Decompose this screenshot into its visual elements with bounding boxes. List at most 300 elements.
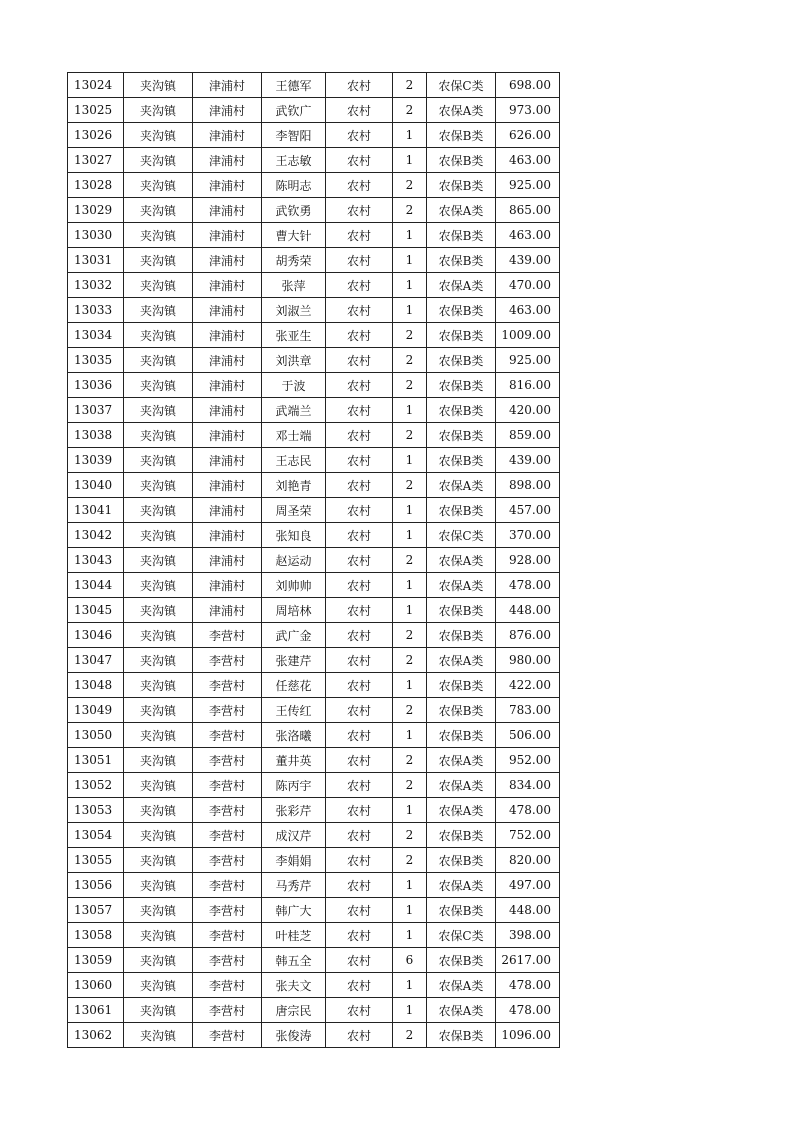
amount-cell: 1009.00: [496, 323, 560, 348]
household-type-cell: 农村: [326, 298, 393, 323]
name-cell: 曹大针: [262, 223, 326, 248]
name-cell: 马秀芹: [262, 873, 326, 898]
household-type-cell: 农村: [326, 523, 393, 548]
amount-cell: 463.00: [496, 298, 560, 323]
category-cell: 农保B类: [427, 448, 496, 473]
record-id-cell: 13042: [68, 523, 124, 548]
household-type-cell: 农村: [326, 648, 393, 673]
table-row: [68, 298, 560, 323]
name-cell: 张亚生: [262, 323, 326, 348]
name-cell: 任慈花: [262, 673, 326, 698]
town-cell: 夹沟镇: [124, 873, 193, 898]
table-row: [68, 123, 560, 148]
category-cell: 农保A类: [427, 573, 496, 598]
count-cell: 1: [393, 498, 427, 523]
record-id-cell: 13033: [68, 298, 124, 323]
town-cell: 夹沟镇: [124, 98, 193, 123]
count-cell: 1: [393, 398, 427, 423]
record-id-cell: 13030: [68, 223, 124, 248]
town-cell: 夹沟镇: [124, 1023, 193, 1048]
count-cell: 1: [393, 998, 427, 1023]
category-cell: 农保A类: [427, 548, 496, 573]
village-cell: 津浦村: [193, 448, 262, 473]
category-cell: 农保B类: [427, 298, 496, 323]
village-cell: 李营村: [193, 748, 262, 773]
household-type-cell: 农村: [326, 273, 393, 298]
village-cell: 李营村: [193, 623, 262, 648]
table-row: [68, 348, 560, 373]
town-cell: 夹沟镇: [124, 848, 193, 873]
count-cell: 1: [393, 123, 427, 148]
record-id-cell: 13034: [68, 323, 124, 348]
town-cell: 夹沟镇: [124, 973, 193, 998]
category-cell: 农保B类: [427, 323, 496, 348]
household-type-cell: 农村: [326, 848, 393, 873]
record-id-cell: 13032: [68, 273, 124, 298]
category-cell: 农保B类: [427, 723, 496, 748]
category-cell: 农保A类: [427, 198, 496, 223]
village-cell: 津浦村: [193, 73, 262, 98]
town-cell: 夹沟镇: [124, 198, 193, 223]
table-row: [68, 323, 560, 348]
count-cell: 1: [393, 923, 427, 948]
name-cell: 刘艳青: [262, 473, 326, 498]
category-cell: 农保C类: [427, 923, 496, 948]
table-row: [68, 648, 560, 673]
name-cell: 张俊涛: [262, 1023, 326, 1048]
table-row: [68, 223, 560, 248]
village-cell: 津浦村: [193, 398, 262, 423]
record-id-cell: 13025: [68, 98, 124, 123]
amount-cell: 470.00: [496, 273, 560, 298]
household-type-cell: 农村: [326, 498, 393, 523]
record-id-cell: 13036: [68, 373, 124, 398]
table-row: [68, 823, 560, 848]
town-cell: 夹沟镇: [124, 173, 193, 198]
name-cell: 王志民: [262, 448, 326, 473]
name-cell: 刘洪章: [262, 348, 326, 373]
village-cell: 津浦村: [193, 298, 262, 323]
count-cell: 1: [393, 598, 427, 623]
household-type-cell: 农村: [326, 773, 393, 798]
category-cell: 农保B类: [427, 498, 496, 523]
amount-cell: 448.00: [496, 598, 560, 623]
count-cell: 2: [393, 98, 427, 123]
amount-cell: 1096.00: [496, 1023, 560, 1048]
village-cell: 李营村: [193, 873, 262, 898]
category-cell: 农保B类: [427, 698, 496, 723]
table-row: [68, 998, 560, 1023]
record-id-cell: 13049: [68, 698, 124, 723]
village-cell: 津浦村: [193, 248, 262, 273]
record-id-cell: 13040: [68, 473, 124, 498]
record-id-cell: 13057: [68, 898, 124, 923]
name-cell: 武端兰: [262, 398, 326, 423]
record-id-cell: 13062: [68, 1023, 124, 1048]
town-cell: 夹沟镇: [124, 448, 193, 473]
record-id-cell: 13054: [68, 823, 124, 848]
count-cell: 2: [393, 823, 427, 848]
count-cell: 1: [393, 973, 427, 998]
village-cell: 李营村: [193, 1023, 262, 1048]
household-type-cell: 农村: [326, 448, 393, 473]
village-cell: 津浦村: [193, 523, 262, 548]
count-cell: 2: [393, 748, 427, 773]
town-cell: 夹沟镇: [124, 398, 193, 423]
amount-cell: 2617.00: [496, 948, 560, 973]
village-cell: 津浦村: [193, 123, 262, 148]
name-cell: 王传红: [262, 698, 326, 723]
record-id-cell: 13027: [68, 148, 124, 173]
table-row: [68, 848, 560, 873]
count-cell: 2: [393, 323, 427, 348]
record-id-cell: 13039: [68, 448, 124, 473]
count-cell: 6: [393, 948, 427, 973]
town-cell: 夹沟镇: [124, 598, 193, 623]
town-cell: 夹沟镇: [124, 623, 193, 648]
table-row: [68, 373, 560, 398]
name-cell: 胡秀荣: [262, 248, 326, 273]
town-cell: 夹沟镇: [124, 723, 193, 748]
town-cell: 夹沟镇: [124, 298, 193, 323]
count-cell: 2: [393, 698, 427, 723]
record-id-cell: 13061: [68, 998, 124, 1023]
record-id-cell: 13052: [68, 773, 124, 798]
amount-cell: 626.00: [496, 123, 560, 148]
town-cell: 夹沟镇: [124, 923, 193, 948]
amount-cell: 478.00: [496, 798, 560, 823]
category-cell: 农保B类: [427, 373, 496, 398]
name-cell: 武钦勇: [262, 198, 326, 223]
count-cell: 2: [393, 373, 427, 398]
amount-cell: 980.00: [496, 648, 560, 673]
village-cell: 李营村: [193, 723, 262, 748]
town-cell: 夹沟镇: [124, 898, 193, 923]
village-cell: 津浦村: [193, 423, 262, 448]
amount-cell: 457.00: [496, 498, 560, 523]
amount-cell: 898.00: [496, 473, 560, 498]
category-cell: 农保A类: [427, 648, 496, 673]
town-cell: 夹沟镇: [124, 673, 193, 698]
table-row: [68, 148, 560, 173]
category-cell: 农保B类: [427, 623, 496, 648]
household-type-cell: 农村: [326, 798, 393, 823]
record-id-cell: 13037: [68, 398, 124, 423]
record-id-cell: 13035: [68, 348, 124, 373]
record-id-cell: 13048: [68, 673, 124, 698]
category-cell: 农保B类: [427, 223, 496, 248]
category-cell: 农保A类: [427, 273, 496, 298]
table-row: [68, 873, 560, 898]
village-cell: 津浦村: [193, 148, 262, 173]
record-id-cell: 13029: [68, 198, 124, 223]
name-cell: 叶桂芝: [262, 923, 326, 948]
household-type-cell: 农村: [326, 423, 393, 448]
table-row: [68, 173, 560, 198]
count-cell: 2: [393, 473, 427, 498]
category-cell: 农保B类: [427, 848, 496, 873]
table-row: [68, 98, 560, 123]
name-cell: 成汉芹: [262, 823, 326, 848]
table-row: [68, 898, 560, 923]
category-cell: 农保A类: [427, 873, 496, 898]
village-cell: 李营村: [193, 773, 262, 798]
table-row: [68, 548, 560, 573]
amount-cell: 420.00: [496, 398, 560, 423]
name-cell: 唐宗民: [262, 998, 326, 1023]
category-cell: 农保A类: [427, 773, 496, 798]
record-id-cell: 13038: [68, 423, 124, 448]
amount-cell: 398.00: [496, 923, 560, 948]
table-row: [68, 523, 560, 548]
category-cell: 农保B类: [427, 423, 496, 448]
count-cell: 2: [393, 848, 427, 873]
count-cell: 1: [393, 248, 427, 273]
town-cell: 夹沟镇: [124, 648, 193, 673]
record-id-cell: 13051: [68, 748, 124, 773]
town-cell: 夹沟镇: [124, 323, 193, 348]
village-cell: 津浦村: [193, 198, 262, 223]
amount-cell: 834.00: [496, 773, 560, 798]
household-type-cell: 农村: [326, 598, 393, 623]
record-id-cell: 13059: [68, 948, 124, 973]
category-cell: 农保B类: [427, 248, 496, 273]
town-cell: 夹沟镇: [124, 773, 193, 798]
town-cell: 夹沟镇: [124, 998, 193, 1023]
household-type-cell: 农村: [326, 198, 393, 223]
village-cell: 李营村: [193, 798, 262, 823]
town-cell: 夹沟镇: [124, 823, 193, 848]
table-row: [68, 598, 560, 623]
record-id-cell: 13053: [68, 798, 124, 823]
village-cell: 李营村: [193, 998, 262, 1023]
table-row: [68, 498, 560, 523]
category-cell: 农保B类: [427, 598, 496, 623]
amount-cell: 463.00: [496, 223, 560, 248]
household-type-cell: 农村: [326, 923, 393, 948]
household-type-cell: 农村: [326, 623, 393, 648]
category-cell: 农保B类: [427, 673, 496, 698]
amount-cell: 973.00: [496, 98, 560, 123]
count-cell: 2: [393, 423, 427, 448]
amount-cell: 506.00: [496, 723, 560, 748]
village-cell: 李营村: [193, 673, 262, 698]
count-cell: 1: [393, 448, 427, 473]
category-cell: 农保B类: [427, 123, 496, 148]
table-row: [68, 673, 560, 698]
count-cell: 2: [393, 173, 427, 198]
category-cell: 农保B类: [427, 173, 496, 198]
household-type-cell: 农村: [326, 223, 393, 248]
amount-cell: 478.00: [496, 573, 560, 598]
count-cell: 1: [393, 573, 427, 598]
household-type-cell: 农村: [326, 873, 393, 898]
town-cell: 夹沟镇: [124, 573, 193, 598]
town-cell: 夹沟镇: [124, 123, 193, 148]
household-type-cell: 农村: [326, 823, 393, 848]
village-cell: 津浦村: [193, 373, 262, 398]
table-row: [68, 423, 560, 448]
amount-cell: 439.00: [496, 448, 560, 473]
household-type-cell: 农村: [326, 398, 393, 423]
town-cell: 夹沟镇: [124, 373, 193, 398]
table-row: [68, 248, 560, 273]
town-cell: 夹沟镇: [124, 948, 193, 973]
village-cell: 津浦村: [193, 348, 262, 373]
village-cell: 津浦村: [193, 173, 262, 198]
amount-cell: 876.00: [496, 623, 560, 648]
category-cell: 农保C类: [427, 523, 496, 548]
amount-cell: 816.00: [496, 373, 560, 398]
count-cell: 2: [393, 648, 427, 673]
village-cell: 李营村: [193, 823, 262, 848]
category-cell: 农保B类: [427, 948, 496, 973]
household-type-cell: 农村: [326, 573, 393, 598]
town-cell: 夹沟镇: [124, 523, 193, 548]
village-cell: 津浦村: [193, 498, 262, 523]
name-cell: 陈明志: [262, 173, 326, 198]
village-cell: 李营村: [193, 973, 262, 998]
name-cell: 武钦广: [262, 98, 326, 123]
amount-cell: 925.00: [496, 173, 560, 198]
count-cell: 1: [393, 148, 427, 173]
amount-cell: 463.00: [496, 148, 560, 173]
household-type-cell: 农村: [326, 673, 393, 698]
record-id-cell: 13058: [68, 923, 124, 948]
record-id-cell: 13024: [68, 73, 124, 98]
record-id-cell: 13044: [68, 573, 124, 598]
household-type-cell: 农村: [326, 548, 393, 573]
table-row: [68, 723, 560, 748]
household-type-cell: 农村: [326, 748, 393, 773]
amount-cell: 422.00: [496, 673, 560, 698]
table-row: [68, 448, 560, 473]
name-cell: 张夫文: [262, 973, 326, 998]
name-cell: 于波: [262, 373, 326, 398]
village-cell: 津浦村: [193, 573, 262, 598]
amount-cell: 439.00: [496, 248, 560, 273]
village-cell: 李营村: [193, 848, 262, 873]
amount-cell: 478.00: [496, 973, 560, 998]
count-cell: 2: [393, 1023, 427, 1048]
count-cell: 2: [393, 548, 427, 573]
category-cell: 农保B类: [427, 898, 496, 923]
name-cell: 周圣荣: [262, 498, 326, 523]
amount-cell: 497.00: [496, 873, 560, 898]
record-id-cell: 13026: [68, 123, 124, 148]
table-row: [68, 948, 560, 973]
count-cell: 1: [393, 223, 427, 248]
name-cell: 武广金: [262, 623, 326, 648]
name-cell: 张洛曦: [262, 723, 326, 748]
village-cell: 李营村: [193, 898, 262, 923]
name-cell: 韩广大: [262, 898, 326, 923]
village-cell: 津浦村: [193, 598, 262, 623]
town-cell: 夹沟镇: [124, 223, 193, 248]
table-row: [68, 273, 560, 298]
category-cell: 农保B类: [427, 348, 496, 373]
household-type-cell: 农村: [326, 348, 393, 373]
record-id-cell: 13056: [68, 873, 124, 898]
count-cell: 2: [393, 623, 427, 648]
count-cell: 1: [393, 273, 427, 298]
data-table: [67, 72, 560, 1048]
amount-cell: 752.00: [496, 823, 560, 848]
table-row: [68, 973, 560, 998]
amount-cell: 370.00: [496, 523, 560, 548]
village-cell: 津浦村: [193, 98, 262, 123]
category-cell: 农保A类: [427, 473, 496, 498]
town-cell: 夹沟镇: [124, 748, 193, 773]
name-cell: 王德军: [262, 73, 326, 98]
household-type-cell: 农村: [326, 1023, 393, 1048]
amount-cell: 448.00: [496, 898, 560, 923]
town-cell: 夹沟镇: [124, 548, 193, 573]
town-cell: 夹沟镇: [124, 148, 193, 173]
amount-cell: 865.00: [496, 198, 560, 223]
village-cell: 李营村: [193, 698, 262, 723]
table-row: [68, 198, 560, 223]
table-row: [68, 73, 560, 98]
table-row: [68, 773, 560, 798]
count-cell: 1: [393, 898, 427, 923]
household-type-cell: 农村: [326, 973, 393, 998]
name-cell: 张建芹: [262, 648, 326, 673]
household-type-cell: 农村: [326, 998, 393, 1023]
town-cell: 夹沟镇: [124, 73, 193, 98]
name-cell: 李娟娟: [262, 848, 326, 873]
category-cell: 农保B类: [427, 1023, 496, 1048]
record-id-cell: 13045: [68, 598, 124, 623]
household-type-cell: 农村: [326, 98, 393, 123]
amount-cell: 859.00: [496, 423, 560, 448]
name-cell: 李智阳: [262, 123, 326, 148]
count-cell: 2: [393, 73, 427, 98]
household-type-cell: 农村: [326, 323, 393, 348]
town-cell: 夹沟镇: [124, 798, 193, 823]
record-id-cell: 13028: [68, 173, 124, 198]
record-id-cell: 13031: [68, 248, 124, 273]
table-row: [68, 398, 560, 423]
category-cell: 农保B类: [427, 148, 496, 173]
village-cell: 津浦村: [193, 473, 262, 498]
household-type-cell: 农村: [326, 73, 393, 98]
name-cell: 陈丙宇: [262, 773, 326, 798]
name-cell: 刘淑兰: [262, 298, 326, 323]
household-type-cell: 农村: [326, 723, 393, 748]
household-type-cell: 农村: [326, 173, 393, 198]
name-cell: 董井英: [262, 748, 326, 773]
table-row: [68, 473, 560, 498]
category-cell: 农保B类: [427, 823, 496, 848]
count-cell: 1: [393, 673, 427, 698]
count-cell: 1: [393, 723, 427, 748]
household-type-cell: 农村: [326, 148, 393, 173]
town-cell: 夹沟镇: [124, 248, 193, 273]
village-cell: 津浦村: [193, 273, 262, 298]
town-cell: 夹沟镇: [124, 498, 193, 523]
count-cell: 1: [393, 873, 427, 898]
village-cell: 津浦村: [193, 323, 262, 348]
category-cell: 农保A类: [427, 798, 496, 823]
table-row: [68, 748, 560, 773]
name-cell: 邓士端: [262, 423, 326, 448]
record-id-cell: 13060: [68, 973, 124, 998]
village-cell: 李营村: [193, 923, 262, 948]
village-cell: 李营村: [193, 648, 262, 673]
record-id-cell: 13050: [68, 723, 124, 748]
name-cell: 张彩芹: [262, 798, 326, 823]
